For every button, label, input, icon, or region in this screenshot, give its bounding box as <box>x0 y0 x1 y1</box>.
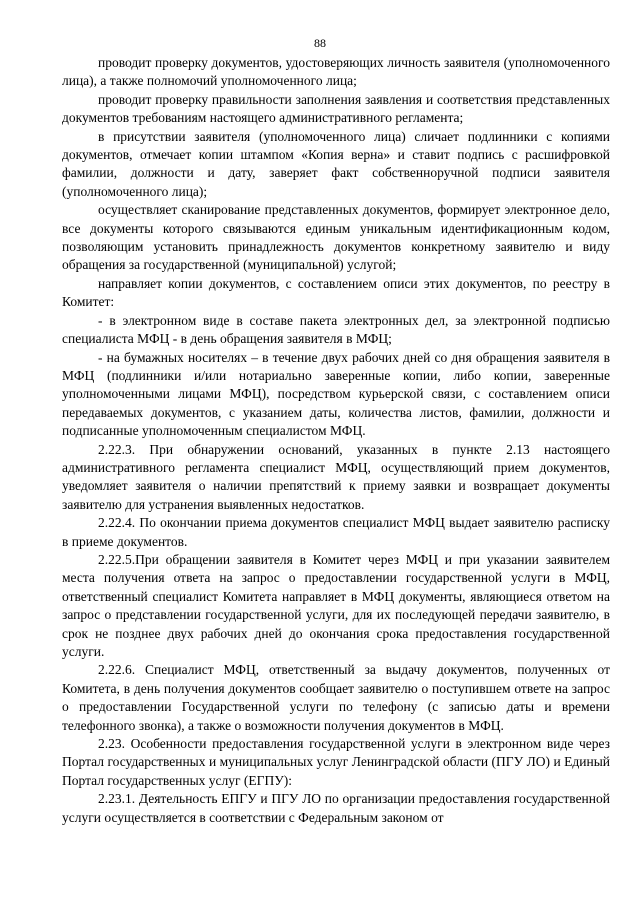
paragraph: проводит проверку документов, удостоверяющих личность заявителя (уполномоченного лица), а также полномочий уполномоченного лица; <box>62 55 610 89</box>
paragraph: проводит проверку правильности заполнения заявления и соответствия представленных документов требованиям настоящего административного регламента; <box>62 91 610 126</box>
paragraph: 2.23.1. Деятельность ЕПГУ и ПГУ ЛО по организации предоставления государственной услуги осуществляется в соответствии с Федеральным законом от <box>62 791 610 825</box>
paragraph: осуществляет сканирование представленных документов, формирует электронное дело, все документы которого связываются единым уникальным идентификационным кодом, позволяющим установить принадлежность документов конкретному заявителю и виду обращения за государственной (муниципальной) услугой; <box>62 202 610 273</box>
paragraph: 2.22.4. По окончании приема документов специалист МФЦ выдает заявителю расписку в приеме документов. <box>62 515 610 549</box>
paragraph: 2.22.5.При обращении заявителя в Комитет через МФЦ и при указании заявителем места получения ответа на запрос о предоставлении государственной услуги в МФЦ, ответственный специалист Комитета направляет в МФЦ документы, являющиеся ответом на запрос о представлении государственной услуги, для их последующей передачи заявителю, в срок не позднее двух рабочих дней до окончания срока предоставления государственной услуги. <box>62 551 610 659</box>
paragraph: - на бумажных носителях – в течение двух рабочих дней со дня обращения заявителя в МФЦ (подлинники и/или нотариально заверенные копии, либо копии, заверенные уполномоченными лицами МФЦ), посредством курьерской связи, с составлением описи передаваемых документов, с указанием даты, количества листов, фамилии, должности и подписанные уполномоченным специалистом МФЦ. <box>62 349 610 439</box>
page-number: 88 <box>314 36 326 50</box>
paragraph: направляет копии документов, с составлением описи этих документов, по реестру в Комитет: <box>62 275 610 310</box>
paragraph: 2.23. Особенности предоставления государственной услуги в электронном виде через Портал государственных и муниципальных услуг Ленинградской области (ПГУ ЛО) и Единый Портал государственных услуг (ЕГПУ): <box>62 736 610 788</box>
paragraph: в присутствии заявителя (уполномоченного лица) сличает подлинники с копиями документов, отмечает копии штампом «Копия верна» и ставит подпись с расшифровкой фамилии, должности и дату, заверяет факт собственноручной подписи заявителя (уполномоченного лица); <box>62 128 610 199</box>
document-body <box>62 54 610 827</box>
paragraph: 2.22.6. Специалист МФЦ, ответственный за выдачу документов, полученных от Комитета, в день получения документов сообщает заявителю о поступившем ответе на запрос о предоставлении Государственной услуги по телефону (с записью даты и времени телефонного звонка), а также о возможности получения документов в МФЦ. <box>62 662 610 733</box>
paragraph: 2.22.3. При обнаружении оснований, указанных в пункте 2.13 настоящего административного регламента специалист МФЦ, осуществляющий прием документов, уведомляет заявителя о наличии препятствий к приему заявки и возвращает документы заявителю для устранения выявленных недостатков. <box>62 441 610 512</box>
paragraph: - в электронном виде в составе пакета электронных дел, за электронной подписью специалиста МФЦ - в день обращения заявителя в МФЦ; <box>62 312 610 347</box>
